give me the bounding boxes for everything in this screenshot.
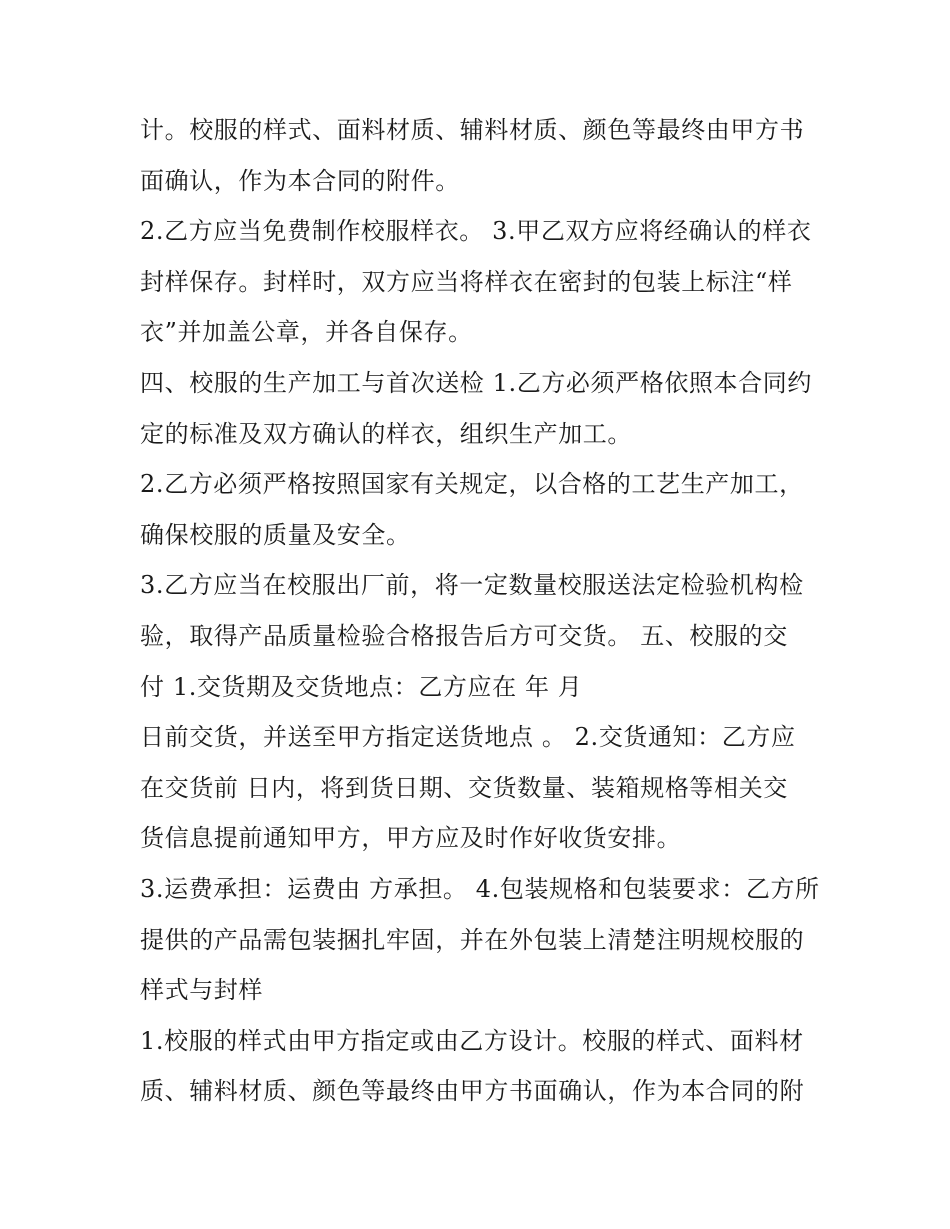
document-body <box>140 105 820 1117</box>
text-line: 2.乙方应当免费制作校服样衣。 3.甲乙双方应将经确认的样衣 <box>140 217 812 246</box>
text-line: 确保校服的质量及安全。 <box>140 520 411 549</box>
text-line: 面确认，作为本合同的附件。 <box>140 166 460 195</box>
text-line: 样式与封样 <box>140 976 263 1005</box>
text-line: 3.运费承担：运费由 方承担。 4.包装规格和包装要求：乙方所 <box>140 874 820 903</box>
text-line: 日前交货，并送至甲方指定送货地点 。 2.交货通知：乙方应 <box>140 723 796 752</box>
text-line: 质、辅料材质、颜色等最终由甲方书面确认，作为本合同的附 <box>140 1077 805 1106</box>
text-line: 在交货前 日内，将到货日期、交货数量、装箱规格等相关交 <box>140 773 788 802</box>
text-line: 计。校服的样式、面料材质、辅料材质、颜色等最终由甲方书 <box>140 116 805 144</box>
text-line: 付 1.交货期及交货地点：乙方应在 年 月 <box>140 672 583 701</box>
text-line: 2.乙方必须严格按照国家有关规定，以合格的工艺生产加工， <box>140 470 804 499</box>
text-line: 定的标准及双方确认的样衣，组织生产加工。 <box>140 419 632 448</box>
text-line: 四、校服的生产加工与首次送检 1.乙方必须严格依照本合同约 <box>140 368 812 397</box>
text-line: 1.校服的样式由甲方指定或由乙方设计。校服的样式、面料材 <box>140 1026 804 1055</box>
text-line: 3.乙方应当在校服出厂前，将一定数量校服送法定检验机构检 <box>140 571 804 600</box>
text-line: 提供的产品需包装捆扎牢固，并在外包装上清楚注明规校服的 <box>140 925 805 954</box>
text-line: 货信息提前通知甲方，甲方应及时作好收货安排。 <box>140 824 682 853</box>
text-line: 衣”并加盖公章，并各自保存。 <box>140 318 473 347</box>
text-line: 封样保存。封样时，双方应当将样衣在密封的包装上标注“样 <box>140 267 793 296</box>
text-line: 验，取得产品质量检验合格报告后方可交货。 五、校服的交 <box>140 621 788 650</box>
